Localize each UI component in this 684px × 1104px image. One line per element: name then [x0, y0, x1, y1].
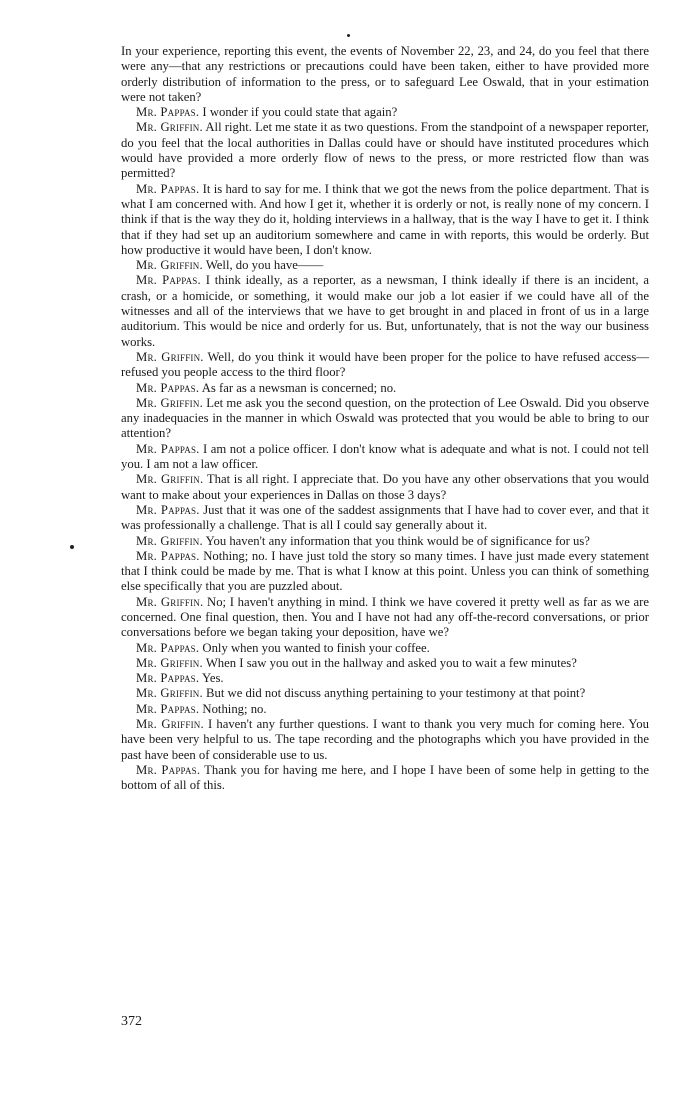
speaker-name: Mr. Pappas. [136, 762, 201, 777]
speaker-name: Mr. Griffin. [136, 472, 204, 487]
turn-text: You haven't any information that you think would be of significance for us? [205, 533, 590, 548]
turn-text: Just that it was one of the saddest assignments that I have had to cover ever, and that it was professionally a challenge. That is all I could say generally about it. [121, 502, 650, 533]
testimony-turn [121, 503, 649, 534]
speaker-name: Mr. Pappas. [136, 701, 200, 716]
testimony-turn [121, 671, 649, 686]
speaker-name: Mr. Pappas. [136, 441, 200, 456]
speaker-name: Mr. Griffin. [136, 717, 204, 732]
turn-text: But we did not discuss anything pertaining to your testimony at that point? [206, 686, 586, 701]
testimony-turn [121, 702, 649, 717]
speaker-name: Mr. Pappas. [136, 105, 200, 120]
speaker-name: Mr. Griffin. [136, 349, 204, 364]
speaker-name: Mr. Pappas. [136, 548, 200, 563]
scan-mark-margin [70, 545, 74, 549]
speaker-name: Mr. Griffin. [136, 258, 203, 273]
turn-text: I wonder if you could state that again? [202, 105, 398, 120]
testimony-turn [121, 182, 649, 258]
turn-text: Thank you for having me here, and I hope I have been of some help in getting to the bottom of all of this. [121, 762, 649, 793]
speaker-name: Mr. Griffin. [136, 533, 203, 548]
testimony-turn [121, 641, 649, 656]
testimony-turn [121, 686, 649, 701]
testimony-turns [121, 105, 649, 793]
scan-mark-top [347, 34, 350, 37]
turn-text: I am not a police officer. I don't know what is adequate and what is not. I could not tell you. I am not a law officer. [121, 441, 649, 472]
testimony-turn [121, 258, 649, 273]
turn-text: All right. Let me state it as two questions. From the standpoint of a newspaper reporter, do you feel that the local authorities in Dallas could have or should have instituted procedures which would have provided a more orderly flow of news to the press, or more restricted flow than was permitted? [121, 120, 649, 181]
speaker-name: Mr. Griffin. [136, 594, 204, 609]
intro-question: In your experience, reporting this event, the events of November 22, 23, and 24, do you feel that there were any—that any restrictions or precautions could have been taken, either to have provided more orderly distribution of information to the press, or to safeguard Lee Oswald, that in your estimation were not taken? [121, 44, 649, 104]
speaker-name: Mr. Griffin. [136, 686, 203, 701]
testimony-turn [121, 595, 649, 641]
turn-text: Only when you wanted to finish your coffee. [202, 640, 430, 655]
testimony-turn [121, 350, 649, 381]
turn-text: Nothing; no. [202, 701, 267, 716]
turn-text: Well, do you have—— [205, 258, 324, 273]
testimony-turn [121, 120, 649, 181]
turn-text: I think ideally, as a reporter, as a newsman, I think ideally if there is an incident, a crash, or a homicide, or something, it would make our job a lot easier if we could have all of the witnesses and all of the interviews that we have to get brought in and placed in front of us in a large auditorium. This would be nice and orderly for us. But, unfortunately, that is not the way our business works. [121, 273, 650, 349]
turn-text: Yes. [201, 671, 224, 686]
testimony-turn [121, 105, 649, 120]
speaker-name: Mr. Pappas. [136, 671, 200, 686]
testimony-turn [121, 549, 649, 595]
turn-text: Nothing; no. I have just told the story so many times. I have just made every statement that I think could be made by me. That is what I know at this point. Unless you can think of something else specifically that you are puzzled about. [121, 548, 650, 594]
speaker-name: Mr. Griffin. [136, 655, 203, 670]
turn-text: No; I haven't anything in mind. I think we have covered it pretty well as far as we are concerned. One final question, then. You and I have not had any off-the-record conversations, or prior conversations before we began taking your deposition, have we? [121, 594, 649, 640]
testimony-turn [121, 656, 649, 671]
speaker-name: Mr. Griffin. [136, 120, 203, 135]
turn-text: That is all right. I appreciate that. Do you have any other observations that you would want to make about your experiences in Dallas on those 3 days? [121, 472, 649, 502]
turn-text: Let me ask you the second question, on the protection of Lee Oswald. Did you observe any inadequacies in the manner in which Oswald was protected that you would be able to bring to our attention? [121, 395, 650, 441]
testimony-turn [121, 381, 649, 396]
page-number: 372 [121, 1014, 142, 1029]
speaker-name: Mr. Pappas. [136, 181, 200, 196]
testimony-turn [121, 763, 649, 794]
speaker-name: Mr. Pappas. [136, 380, 200, 395]
transcript-page [121, 44, 649, 794]
testimony-turn [121, 717, 649, 763]
speaker-name: Mr. Griffin. [136, 395, 203, 410]
speaker-name: Mr. Pappas. [136, 502, 200, 517]
testimony-turn [121, 442, 649, 473]
turn-text: As far as a newsman is concerned; no. [201, 380, 397, 395]
testimony-turn [121, 273, 649, 349]
speaker-name: Mr. Pappas. [136, 640, 200, 655]
turn-text: I haven't any further questions. I want to thank you very much for coming here. You have been very helpful to us. The tape recording and the photographs which you have provided in the past have been of considerable use to us. [121, 717, 649, 762]
testimony-turn [121, 534, 649, 549]
testimony-turn [121, 396, 649, 442]
turn-text: It is hard to say for me. I think that we got the news from the police department. That is what I am concerned with. And how I get it, whether it is orderly or not, is really none of my concern. I think if that is the way they do it, holding interviews in a hallway, that is the way I have to get it. I think that if they had set up an auditorium somewhere and came in with reports, this would be orderly. But how productive it would have been, I don't know. [121, 181, 650, 257]
testimony-turn [121, 472, 649, 503]
speaker-name: Mr. Pappas. [136, 273, 201, 288]
turn-text: Well, do you think it would have been proper for the police to have refused access—refused you people access to the third floor? [121, 349, 649, 380]
turn-text: When I saw you out in the hallway and asked you to wait a few minutes? [205, 655, 577, 670]
